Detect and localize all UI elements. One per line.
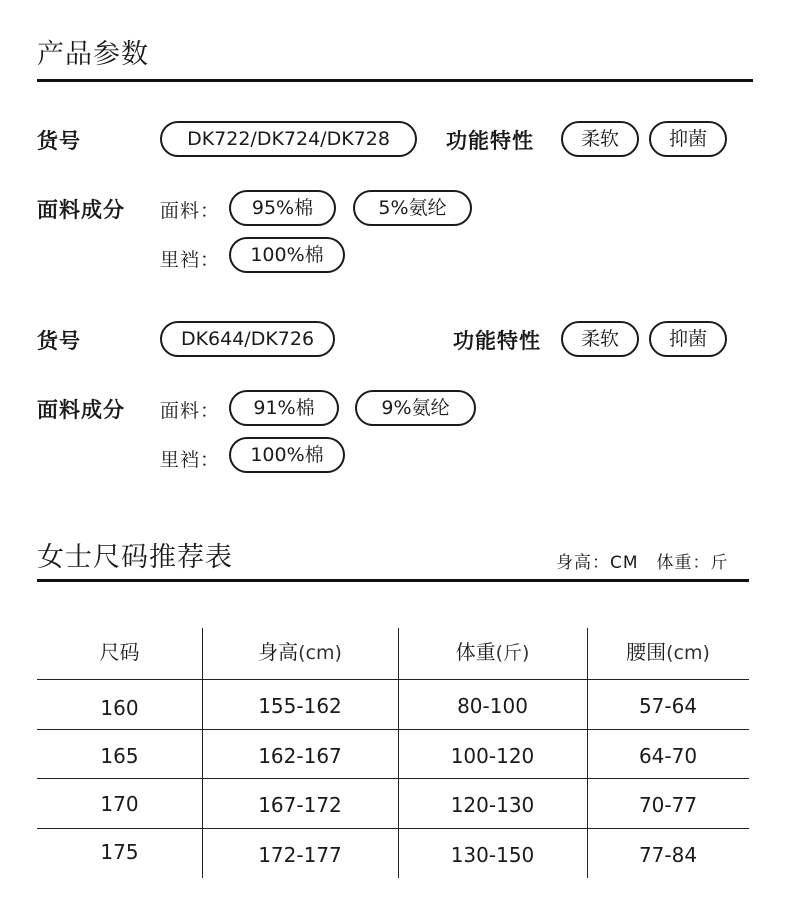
size-table (37, 628, 749, 878)
table-row-divider (37, 778, 749, 779)
table-row-1-height: 155-162 (258, 694, 342, 718)
table-row-1-size: 160 (100, 696, 139, 720)
header-height-label: 身高 (258, 640, 299, 664)
table-row-2-weight: 100-120 (450, 744, 535, 768)
header-weight (398, 636, 587, 665)
sku-label-1: 货号 (37, 129, 81, 153)
fabric-label-2: 面料成分 (37, 398, 125, 422)
feature-pill-antibacterial-1: 抑菌 (649, 121, 727, 157)
sku-label-2: 货号 (37, 329, 81, 353)
table-row-2-height: 162-167 (258, 744, 342, 768)
size-chart-title: 女士尺码推荐表 (37, 542, 233, 573)
table-row-2-size: 165 (100, 744, 139, 768)
shell-pill-spandex-1: 5%氨纶 (353, 190, 472, 226)
params-title: 产品参数 (37, 39, 149, 70)
table-row-3-height: 167-172 (258, 793, 342, 817)
shell-label-2: 面料： (160, 400, 221, 422)
table-row-2-waist: 64-70 (638, 744, 698, 768)
table-row-4-size: 175 (100, 840, 139, 864)
table-row-1-waist: 57-64 (638, 694, 698, 718)
table-row-1-weight: 80-100 (457, 694, 528, 718)
header-waist (587, 636, 749, 665)
header-waist-label: 腰围 (626, 640, 667, 664)
header-size (37, 636, 202, 665)
shell-pill-cotton-2: 91%棉 (229, 390, 339, 426)
lining-pill-1: 100%棉 (229, 237, 345, 273)
shell-label-1: 面料： (160, 200, 221, 222)
feature-label-2: 功能特性 (453, 329, 541, 353)
size-chart-unit-note: 身高：CM 体重：斤 (556, 553, 729, 573)
feature-pill-soft-1: 柔软 (561, 121, 639, 157)
shell-pill-spandex-2: 9%氨纶 (355, 390, 476, 426)
feature-pill-antibacterial-2: 抑菌 (649, 321, 727, 357)
header-weight-unit: (斤) (495, 642, 530, 664)
feature-label-1: 功能特性 (446, 129, 534, 153)
table-row-4-height: 172-177 (258, 843, 342, 867)
feature-pill-soft-2: 柔软 (561, 321, 639, 357)
header-weight-label: 体重 (455, 640, 496, 664)
size-chart-title-rule (37, 579, 749, 582)
header-size-label: 尺码 (99, 640, 140, 664)
shell-pill-cotton-1: 95%棉 (229, 190, 336, 226)
table-row-4-weight: 130-150 (450, 843, 535, 867)
table-row-3-size: 170 (100, 792, 139, 816)
header-height-unit: (cm) (298, 642, 342, 664)
table-row-3-weight: 120-130 (450, 793, 535, 817)
fabric-label-1: 面料成分 (37, 198, 125, 222)
sku-value-2: DK644/DK726 (160, 321, 335, 357)
lining-label-1: 里裆： (160, 249, 221, 271)
header-waist-unit: (cm) (666, 642, 710, 664)
lining-label-2: 里裆： (160, 449, 221, 471)
lining-pill-2: 100%棉 (229, 437, 345, 473)
table-row-3-waist: 70-77 (638, 793, 698, 817)
table-row-divider (37, 828, 749, 829)
params-title-rule (37, 79, 753, 82)
table-row-4-waist: 77-84 (638, 843, 698, 867)
table-row-divider (37, 729, 749, 730)
header-height (202, 636, 398, 665)
sku-value-1: DK722/DK724/DK728 (160, 121, 417, 157)
table-row-divider (37, 679, 749, 680)
